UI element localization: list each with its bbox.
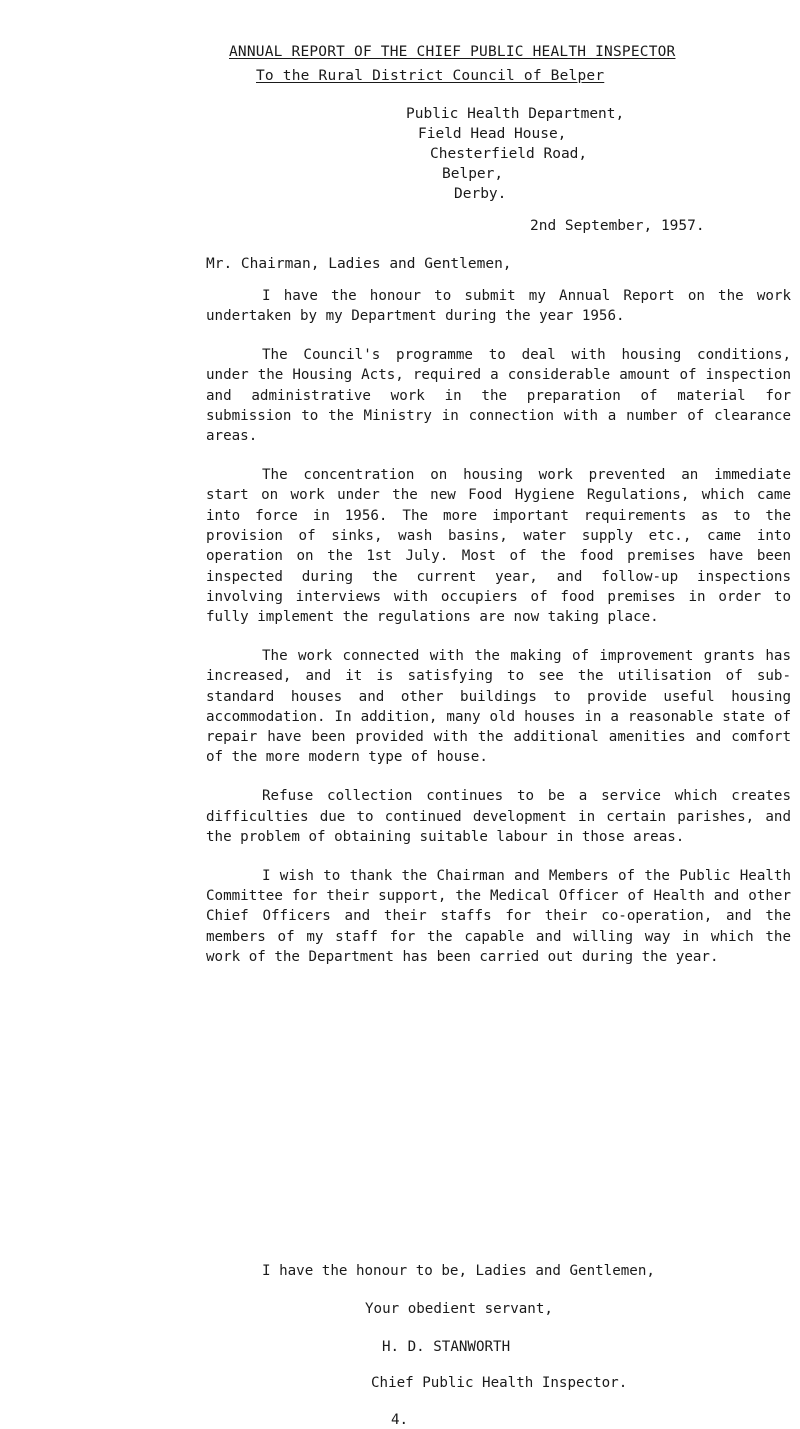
body-paragraph: The Council's programme to deal with housing conditions, under the Housing Acts, required a considerable amount of inspection and administrative work in the preparation of material for submission to the Ministry in connection with a number of clearance areas. <box>206 347 791 445</box>
sender-address <box>406 104 624 204</box>
report-title: ANNUAL REPORT OF THE CHIEF PUBLIC HEALTH INSPECTOR <box>229 44 676 60</box>
letter-body <box>206 286 791 986</box>
address-line: Public Health Department, <box>406 106 625 122</box>
signatory-name: H. D. STANWORTH <box>382 1339 511 1355</box>
body-paragraph: I have the honour to submit my Annual Report on the work undertaken by my Department during the year 1956. <box>206 288 791 325</box>
page-number: 4. <box>391 1412 409 1428</box>
body-paragraph: I wish to thank the Chairman and Members of the Public Health Committee for their support, the Medical Officer of Health and other Chief Officers and their staffs for their co-operation, and the members of my staff for the capable and willing way in which the work of the Department has been carried out during the year. <box>206 867 791 965</box>
letter-date: 2nd September, 1957. <box>530 218 705 234</box>
salutation: Mr. Chairman, Ladies and Gentlemen, <box>206 256 512 272</box>
valediction: Your obedient servant, <box>365 1301 553 1317</box>
address-line: Chesterfield Road, <box>430 146 588 162</box>
address-line: Field Head House, <box>418 126 567 142</box>
body-paragraph: Refuse collection continues to be a service which creates difficulties due to continued development in certain parishes, and the problem of obtaining suitable labour in those areas. <box>206 788 791 845</box>
signatory-title: Chief Public Health Inspector. <box>371 1375 628 1391</box>
address-line: Derby. <box>454 186 507 202</box>
body-paragraph: The work connected with the making of improvement grants has increased, and it is satisfying to see the utilisation of sub-standard houses and other buildings to provide useful housing accommodation. In addition, many old houses in a reasonable state of repair have been provided with the additional amenities and comfort of the more modern type of house. <box>206 647 791 766</box>
report-subtitle: To the Rural District Council of Belper <box>256 68 605 84</box>
address-line: Belper, <box>442 166 504 182</box>
body-paragraph: The concentration on housing work prevented an immediate start on work under the new Food Hygiene Regulations, which came into force in 1956. The more important requirements as to the provision of sinks, wash basins, water supply etc., came into operation on the 1st July. Most of the food premises have been inspected during the current year, and follow-up inspections involving interviews with occupiers of food premises in order to fully implement the regulations are now taking place. <box>206 467 791 626</box>
closing-line: I have the honour to be, Ladies and Gentlemen, <box>262 1263 655 1279</box>
